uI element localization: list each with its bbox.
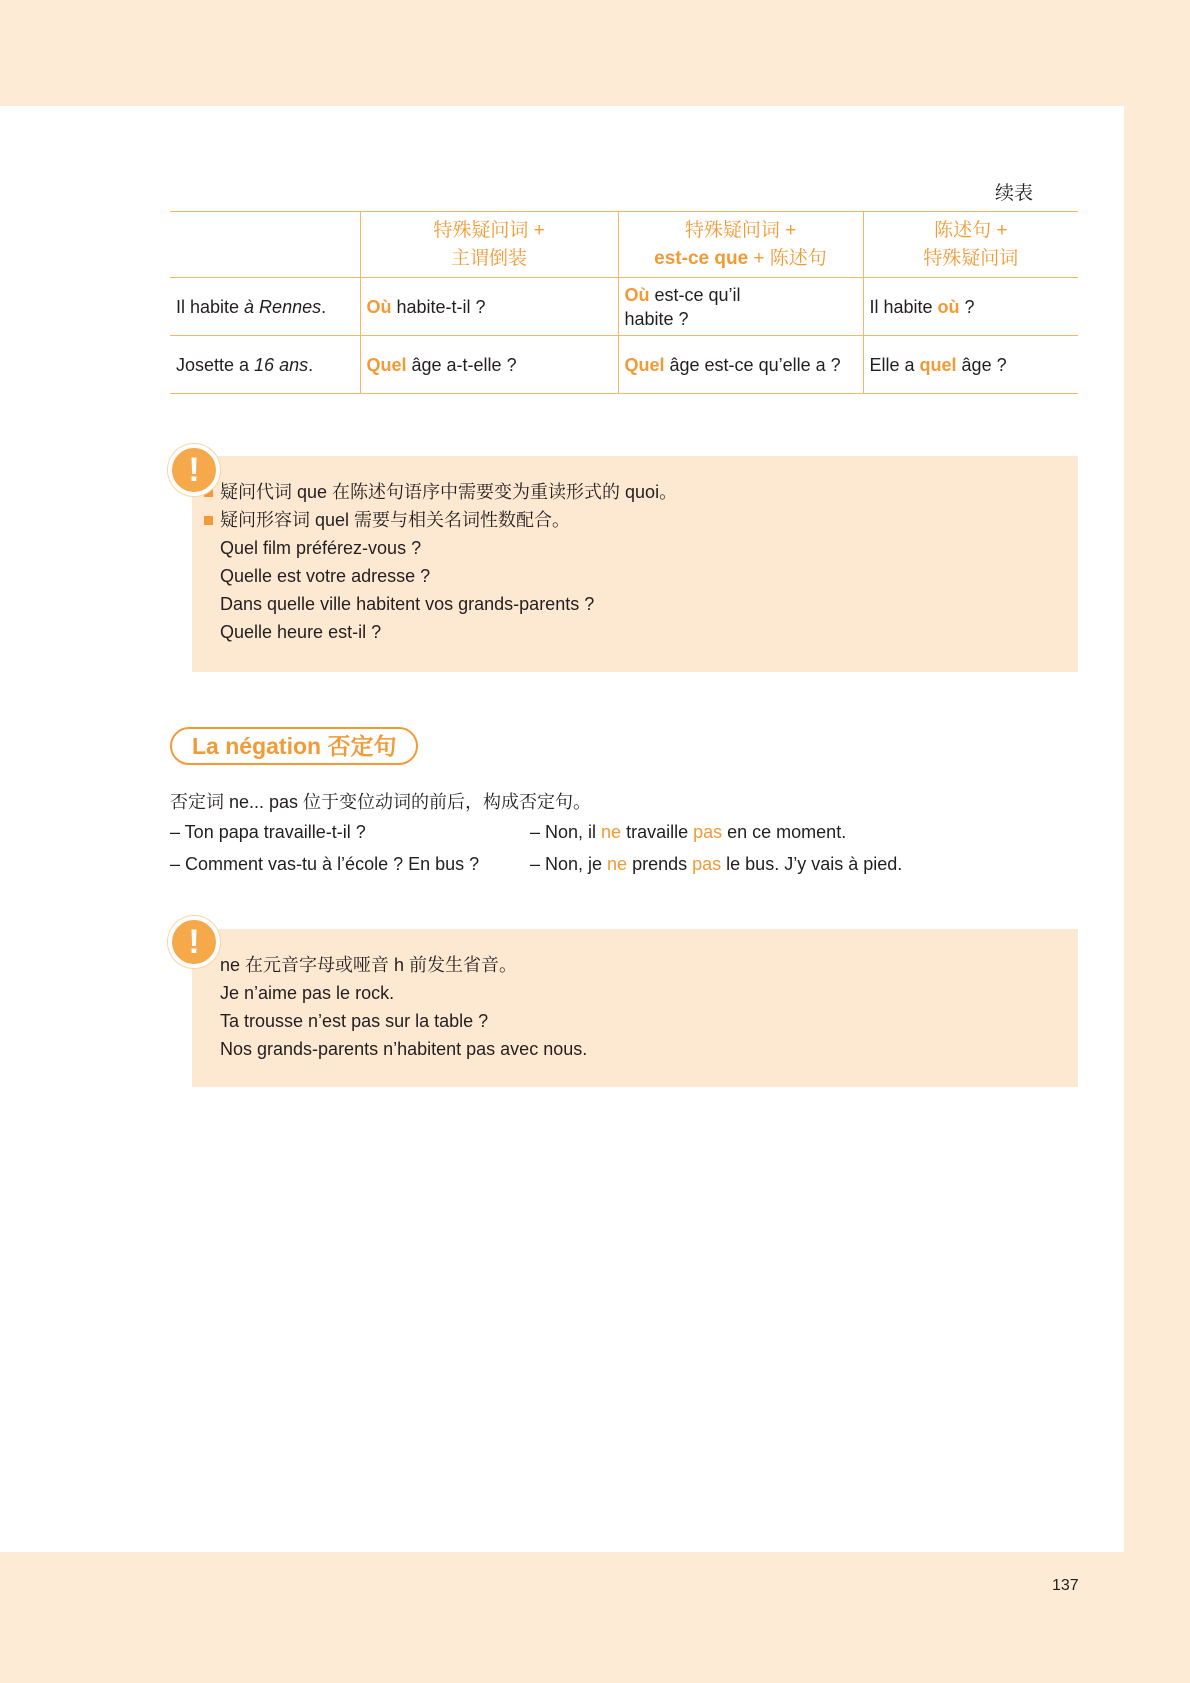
table-cell-inversion: Où habite-t-il ? bbox=[360, 278, 618, 336]
dialog-question: – Ton papa travaille-t-il ? bbox=[170, 822, 366, 842]
exclamation-icon: ! bbox=[168, 916, 220, 968]
note-example: Ta trousse n’est pas sur la table ? bbox=[220, 1011, 489, 1031]
table-cell-inversion: Quel âge a-t-elle ? bbox=[360, 336, 618, 394]
exclamation-icon: ! bbox=[168, 444, 220, 496]
note-example: Quel film préférez-vous ? bbox=[220, 538, 422, 558]
table-cell-declarative: Elle a quel âge ? bbox=[863, 336, 1078, 394]
note-example: Quelle est votre adresse ? bbox=[220, 566, 431, 586]
page-number: 137 bbox=[1052, 1577, 1079, 1594]
note-example: Quelle heure est-il ? bbox=[220, 622, 382, 642]
continued-label: 续表 bbox=[995, 183, 1034, 204]
dialog-questions bbox=[170, 816, 479, 880]
table-header-row bbox=[170, 212, 1078, 278]
note-box-elision bbox=[192, 929, 1078, 1087]
table-cell-est-ce-que: Où est-ce qu’il habite ? bbox=[618, 278, 863, 336]
note-content bbox=[220, 951, 587, 1063]
table-header-declarative: 陈述句 + 特殊疑问词 bbox=[863, 212, 1078, 278]
dialog-answer: – Non, je ne prends pas le bus. J’y vais à pied. bbox=[530, 854, 903, 874]
note-example: Dans quelle ville habitent vos grands-parents ? bbox=[220, 594, 595, 614]
section-intro: 否定词 ne... pas 位于变位动词的前后，构成否定句。 bbox=[170, 792, 592, 812]
note-bullet: 疑问形容词 quel 需要与相关名词性数配合。 bbox=[204, 506, 677, 534]
table-row bbox=[170, 278, 1078, 336]
table-cell-statement: Il habite à Rennes. bbox=[170, 278, 360, 336]
table-header-inversion: 特殊疑问词 + 主谓倒装 bbox=[360, 212, 618, 278]
section-title: La négation 否定句 bbox=[170, 727, 418, 765]
table-header-empty bbox=[170, 212, 360, 278]
square-bullet-icon bbox=[204, 516, 213, 525]
note-example: Nos grands-parents n’habitent pas avec nous. bbox=[220, 1039, 588, 1059]
table-header-est-ce-que: 特殊疑问词 + est-ce que + 陈述句 bbox=[618, 212, 863, 278]
table-cell-statement: Josette a 16 ans. bbox=[170, 336, 360, 394]
note-bullet: 疑问代词 que 在陈述句语序中需要变为重读形式的 quoi。 bbox=[204, 478, 677, 506]
note-box-interrogatives bbox=[192, 456, 1078, 672]
dialog-answer: – Non, il ne travaille pas en ce moment. bbox=[530, 822, 847, 842]
table-cell-declarative: Il habite où ? bbox=[863, 278, 1078, 336]
question-forms-table bbox=[170, 211, 1078, 394]
table-cell-est-ce-que: Quel âge est-ce qu’elle a ? bbox=[618, 336, 863, 394]
note-line: ne 在元音字母或哑音 h 前发生省音。 bbox=[220, 955, 518, 975]
note-example: Je n’aime pas le rock. bbox=[220, 983, 395, 1003]
dialog-question: – Comment vas-tu à l’école ? En bus ? bbox=[170, 854, 480, 874]
dialog-answers bbox=[530, 816, 902, 880]
table-row bbox=[170, 336, 1078, 394]
note-content bbox=[220, 478, 677, 646]
